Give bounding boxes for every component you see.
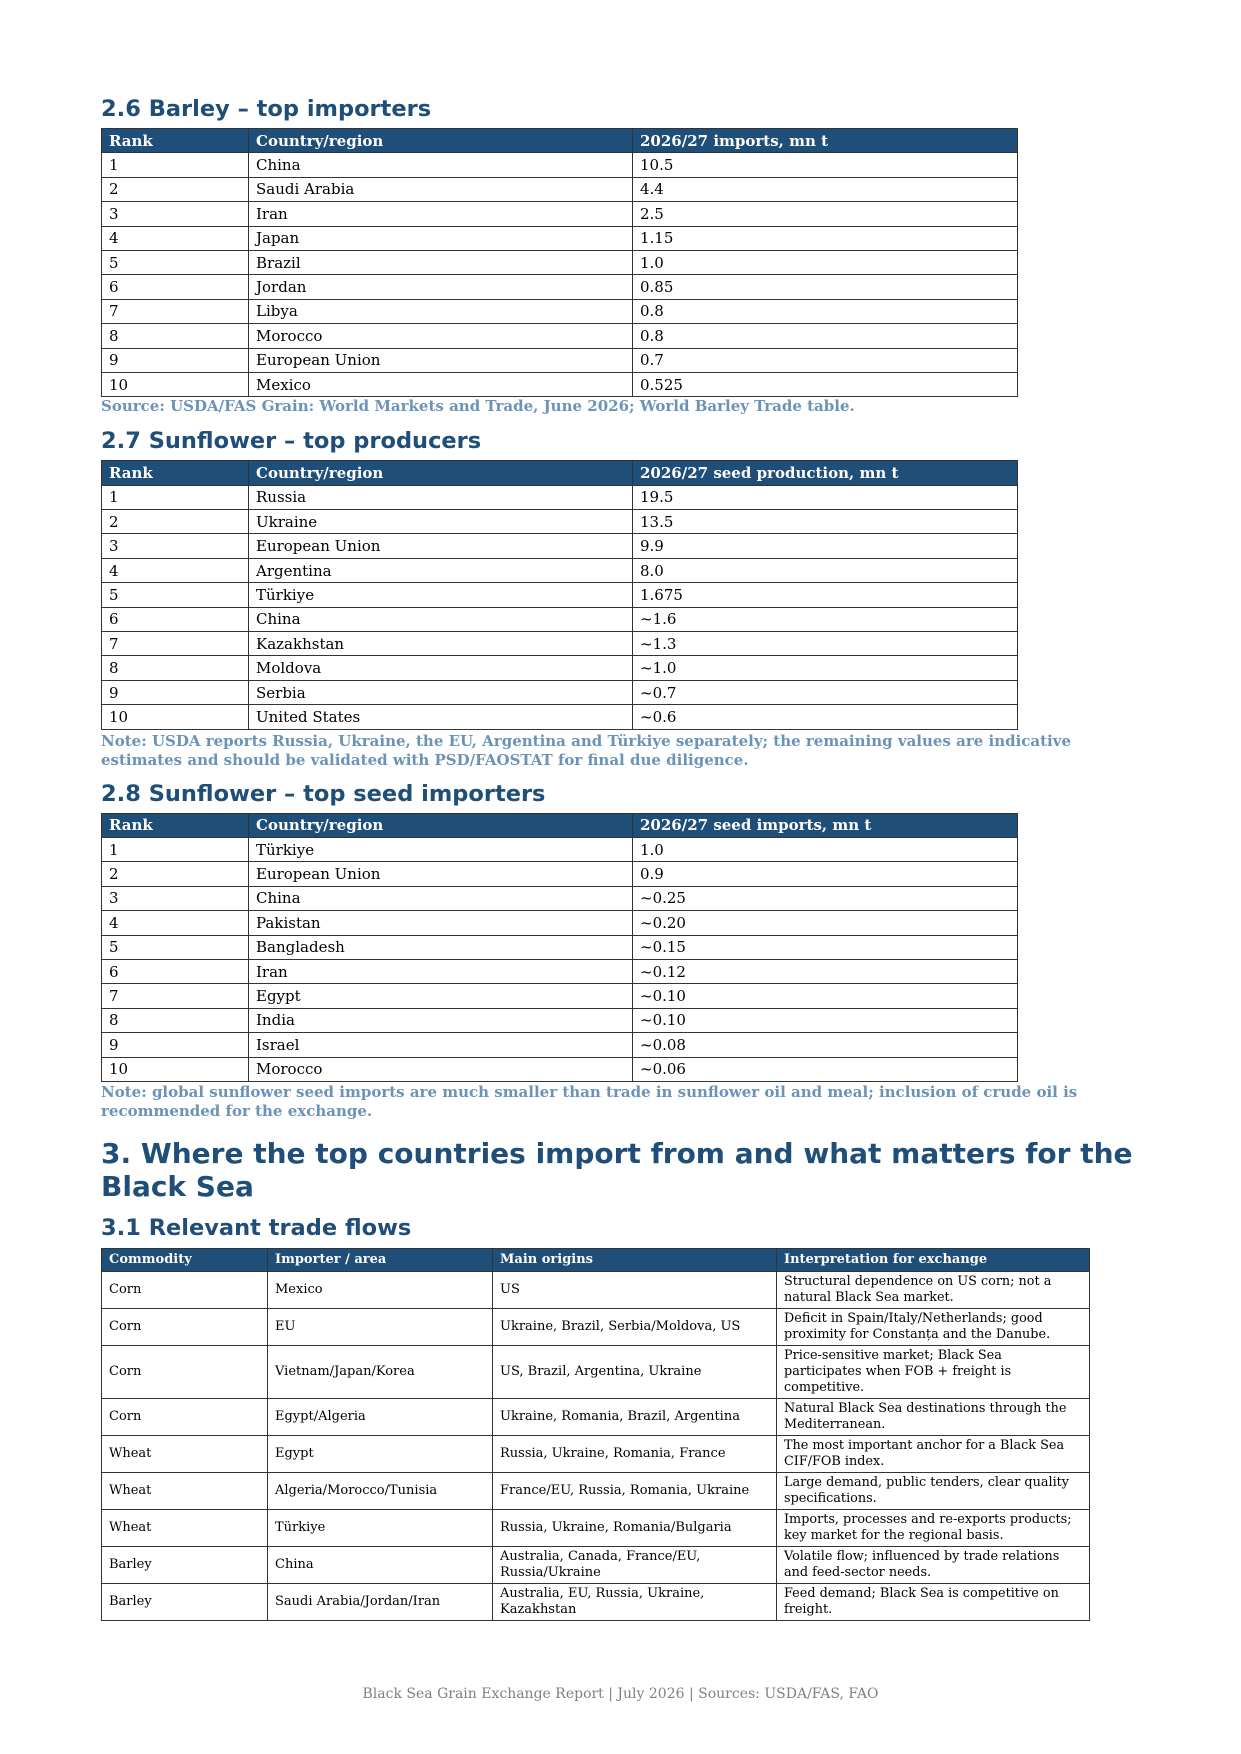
- table-cell: 10.5: [633, 153, 1018, 177]
- table-cell: 0.7: [633, 348, 1018, 372]
- table-row: [102, 935, 1018, 959]
- table-row: [102, 1271, 1090, 1308]
- table-header-row: [102, 1248, 1090, 1271]
- sunflower-producers-table: [101, 460, 1018, 729]
- table-cell: 8.0: [633, 558, 1018, 582]
- column-header: 2026/27 seed production, mn t: [633, 461, 1018, 485]
- table-row: [102, 632, 1018, 656]
- table-cell: Bangladesh: [249, 935, 633, 959]
- column-header: Country/region: [249, 461, 633, 485]
- table-cell: Barley: [102, 1583, 268, 1620]
- table-cell: Libya: [249, 299, 633, 323]
- table-row: [102, 680, 1018, 704]
- table-cell: Australia, Canada, France/EU, Russia/Ukraine: [493, 1546, 777, 1583]
- table-cell: China: [268, 1546, 493, 1583]
- table-cell: 7: [102, 984, 249, 1008]
- table-cell: ~0.12: [633, 959, 1018, 983]
- table-row: [102, 1398, 1090, 1435]
- table-row: [102, 656, 1018, 680]
- table-cell: 1.0: [633, 250, 1018, 274]
- table-cell: Australia, EU, Russia, Ukraine, Kazakhstan: [493, 1583, 777, 1620]
- table-cell: Argentina: [249, 558, 633, 582]
- table-cell: 7: [102, 632, 249, 656]
- table-cell: Wheat: [102, 1435, 268, 1472]
- table-cell: 6: [102, 607, 249, 631]
- table-cell: 5: [102, 935, 249, 959]
- table-cell: 10: [102, 372, 249, 396]
- table-cell: Mexico: [249, 372, 633, 396]
- table-cell: Vietnam/Japan/Korea: [268, 1345, 493, 1398]
- table-cell: Russia, Ukraine, Romania/Bulgaria: [493, 1509, 777, 1546]
- table-cell: 6: [102, 959, 249, 983]
- table-cell: 8: [102, 1008, 249, 1032]
- table-row: [102, 959, 1018, 983]
- table-row: [102, 299, 1018, 323]
- table-header-row: [102, 129, 1018, 153]
- table-cell: 1: [102, 485, 249, 509]
- table-cell: Jordan: [249, 275, 633, 299]
- table-cell: 2: [102, 510, 249, 534]
- column-header: Rank: [102, 129, 249, 153]
- column-header: Country/region: [249, 129, 633, 153]
- section-title-3-1: 3.1 Relevant trade flows: [101, 1214, 412, 1241]
- table-cell: Volatile flow; influenced by trade relations and feed-sector needs.: [777, 1546, 1090, 1583]
- table-cell: France/EU, Russia, Romania, Ukraine: [493, 1472, 777, 1509]
- table-row: [102, 1435, 1090, 1472]
- table-cell: Deficit in Spain/Italy/Netherlands; good proximity for Constanța and the Danube.: [777, 1308, 1090, 1345]
- table-cell: Egypt: [268, 1435, 493, 1472]
- column-header: Main origins: [493, 1248, 777, 1271]
- table-cell: China: [249, 607, 633, 631]
- table-cell: China: [249, 153, 633, 177]
- table-cell: 7: [102, 299, 249, 323]
- table-row: [102, 534, 1018, 558]
- table-cell: US, Brazil, Argentina, Ukraine: [493, 1345, 777, 1398]
- section-title-2-7: 2.7 Sunflower – top producers: [101, 428, 482, 455]
- table-cell: ~0.7: [633, 680, 1018, 704]
- table-cell: Imports, processes and re-exports products; key market for the regional basis.: [777, 1509, 1090, 1546]
- table-row: [102, 177, 1018, 201]
- table-row: [102, 1308, 1090, 1345]
- table-row: [102, 372, 1018, 396]
- table-row: [102, 911, 1018, 935]
- table-row: [102, 324, 1018, 348]
- table-cell: 5: [102, 250, 249, 274]
- table-row: [102, 153, 1018, 177]
- sunflower-importers-table: [101, 813, 1018, 1082]
- column-header: Interpretation for exchange: [777, 1248, 1090, 1271]
- table-cell: European Union: [249, 534, 633, 558]
- table-cell: Serbia: [249, 680, 633, 704]
- table-row: [102, 1546, 1090, 1583]
- table-cell: Mexico: [268, 1271, 493, 1308]
- table-cell: Feed demand; Black Sea is competitive on freight.: [777, 1583, 1090, 1620]
- table-cell: Ukraine: [249, 510, 633, 534]
- table-cell: 4: [102, 226, 249, 250]
- table-cell: 2: [102, 177, 249, 201]
- table-row: [102, 226, 1018, 250]
- report-page: [101, 95, 1141, 1621]
- table-row: [102, 485, 1018, 509]
- section-title-2-6: 2.6 Barley – top importers: [101, 96, 432, 122]
- table-cell: 9.9: [633, 534, 1018, 558]
- table-cell: 0.8: [633, 324, 1018, 348]
- table-cell: Türkiye: [249, 583, 633, 607]
- table-cell: 4: [102, 911, 249, 935]
- table-cell: Price-sensitive market; Black Sea participates when FOB + freight is competitive.: [777, 1345, 1090, 1398]
- table-cell: ~0.06: [633, 1057, 1018, 1081]
- table-cell: ~1.3: [633, 632, 1018, 656]
- column-header: Commodity: [102, 1248, 268, 1271]
- table-cell: Kazakhstan: [249, 632, 633, 656]
- table-row: [102, 250, 1018, 274]
- table-cell: Türkiye: [249, 837, 633, 861]
- table-cell: 13.5: [633, 510, 1018, 534]
- table-row: [102, 705, 1018, 729]
- table-cell: Corn: [102, 1398, 268, 1435]
- table-cell: ~0.6: [633, 705, 1018, 729]
- table-cell: Japan: [249, 226, 633, 250]
- table-cell: Türkiye: [268, 1509, 493, 1546]
- table-row: [102, 275, 1018, 299]
- table-row: [102, 1033, 1018, 1057]
- table-row: [102, 202, 1018, 226]
- table-cell: 2.5: [633, 202, 1018, 226]
- table-cell: Structural dependence on US corn; not a natural Black Sea market.: [777, 1271, 1090, 1308]
- table-cell: ~0.10: [633, 984, 1018, 1008]
- table-cell: 3: [102, 534, 249, 558]
- table-row: [102, 583, 1018, 607]
- table-row: [102, 862, 1018, 886]
- table-cell: Barley: [102, 1546, 268, 1583]
- table-cell: Brazil: [249, 250, 633, 274]
- table-cell: 1: [102, 837, 249, 861]
- table-row: [102, 1057, 1018, 1081]
- column-header: 2026/27 seed imports, mn t: [633, 813, 1018, 837]
- table-cell: Wheat: [102, 1472, 268, 1509]
- table-cell: China: [249, 886, 633, 910]
- section-title-3: 3. Where the top countries import from and what matters for the Black Sea: [101, 1136, 1133, 1203]
- table-cell: ~0.15: [633, 935, 1018, 959]
- table-cell: ~1.0: [633, 656, 1018, 680]
- table-cell: Saudi Arabia/Jordan/Iran: [268, 1583, 493, 1620]
- table-cell: Corn: [102, 1271, 268, 1308]
- table-cell: 0.525: [633, 372, 1018, 396]
- table-cell: India: [249, 1008, 633, 1032]
- table-cell: Russia: [249, 485, 633, 509]
- table-row: [102, 558, 1018, 582]
- table-cell: 5: [102, 583, 249, 607]
- table-cell: ~0.08: [633, 1033, 1018, 1057]
- table-row: [102, 1345, 1090, 1398]
- page-footer: Black Sea Grain Exchange Report | July 2026 | Sources: USDA/FAS, FAO: [362, 1686, 879, 1702]
- table-row: [102, 984, 1018, 1008]
- table-cell: Natural Black Sea destinations through the Mediterranean.: [777, 1398, 1090, 1435]
- table-cell: 9: [102, 1033, 249, 1057]
- table-cell: ~0.20: [633, 911, 1018, 935]
- table-cell: 4.4: [633, 177, 1018, 201]
- table-cell: 3: [102, 202, 249, 226]
- table-cell: 19.5: [633, 485, 1018, 509]
- table-row: [102, 886, 1018, 910]
- table-cell: Ukraine, Brazil, Serbia/Moldova, US: [493, 1308, 777, 1345]
- column-header: Country/region: [249, 813, 633, 837]
- table-cell: Algeria/Morocco/Tunisia: [268, 1472, 493, 1509]
- table-row: [102, 1472, 1090, 1509]
- trade-flows-table: [101, 1248, 1090, 1621]
- table-cell: 1: [102, 153, 249, 177]
- table-cell: 8: [102, 656, 249, 680]
- section-title-2-8: 2.8 Sunflower – top seed importers: [101, 780, 546, 807]
- table-cell: United States: [249, 705, 633, 729]
- table-cell: 2: [102, 862, 249, 886]
- column-header: Rank: [102, 813, 249, 837]
- table-header-row: [102, 461, 1018, 485]
- table-row: [102, 607, 1018, 631]
- table-cell: Iran: [249, 959, 633, 983]
- table-cell: Moldova: [249, 656, 633, 680]
- table-cell: US: [493, 1271, 777, 1308]
- barley-importers-table: [101, 128, 1018, 397]
- table-cell: ~0.10: [633, 1008, 1018, 1032]
- seed-imports-note: Note: global sunflower seed imports are much smaller than trade in sunflower oil and meal; inclusion of crude oil is recommended for the exchange.: [101, 1082, 1078, 1120]
- table-cell: Pakistan: [249, 911, 633, 935]
- table-cell: EU: [268, 1308, 493, 1345]
- column-header: Rank: [102, 461, 249, 485]
- table-cell: 6: [102, 275, 249, 299]
- table-cell: Morocco: [249, 1057, 633, 1081]
- table-row: [102, 348, 1018, 372]
- table-cell: Russia, Ukraine, Romania, France: [493, 1435, 777, 1472]
- table-cell: Ukraine, Romania, Brazil, Argentina: [493, 1398, 777, 1435]
- table-cell: 9: [102, 680, 249, 704]
- table-cell: 8: [102, 324, 249, 348]
- estimate-note: Note: USDA reports Russia, Ukraine, the EU, Argentina and Türkiye separately; the remaining values are indicative estimates and should be validated with PSD/FAOSTAT for final due diligence.: [101, 731, 1072, 769]
- table-cell: Saudi Arabia: [249, 177, 633, 201]
- table-cell: Corn: [102, 1308, 268, 1345]
- table-cell: 1.0: [633, 837, 1018, 861]
- table-cell: Corn: [102, 1345, 268, 1398]
- table-cell: 0.8: [633, 299, 1018, 323]
- table-cell: ~0.25: [633, 886, 1018, 910]
- table-row: [102, 1008, 1018, 1032]
- table-cell: European Union: [249, 348, 633, 372]
- table-cell: 1.675: [633, 583, 1018, 607]
- table-cell: Large demand, public tenders, clear quality specifications.: [777, 1472, 1090, 1509]
- table-cell: The most important anchor for a Black Sea CIF/FOB index.: [777, 1435, 1090, 1472]
- table-cell: 4: [102, 558, 249, 582]
- column-header: Importer / area: [268, 1248, 493, 1271]
- table-cell: 0.9: [633, 862, 1018, 886]
- table-cell: 10: [102, 1057, 249, 1081]
- table-cell: Egypt: [249, 984, 633, 1008]
- source-note: Source: USDA/FAS Grain: World Markets and Trade, June 2026; World Barley Trade table.: [101, 397, 855, 416]
- table-header-row: [102, 813, 1018, 837]
- table-cell: Iran: [249, 202, 633, 226]
- table-row: [102, 1509, 1090, 1546]
- table-cell: 0.85: [633, 275, 1018, 299]
- table-cell: Israel: [249, 1033, 633, 1057]
- table-cell: Egypt/Algeria: [268, 1398, 493, 1435]
- table-cell: ~1.6: [633, 607, 1018, 631]
- table-cell: 3: [102, 886, 249, 910]
- table-cell: Wheat: [102, 1509, 268, 1546]
- table-cell: Morocco: [249, 324, 633, 348]
- table-row: [102, 837, 1018, 861]
- table-row: [102, 510, 1018, 534]
- table-cell: European Union: [249, 862, 633, 886]
- table-cell: 1.15: [633, 226, 1018, 250]
- column-header: 2026/27 imports, mn t: [633, 129, 1018, 153]
- table-cell: 10: [102, 705, 249, 729]
- table-cell: 9: [102, 348, 249, 372]
- table-row: [102, 1583, 1090, 1620]
